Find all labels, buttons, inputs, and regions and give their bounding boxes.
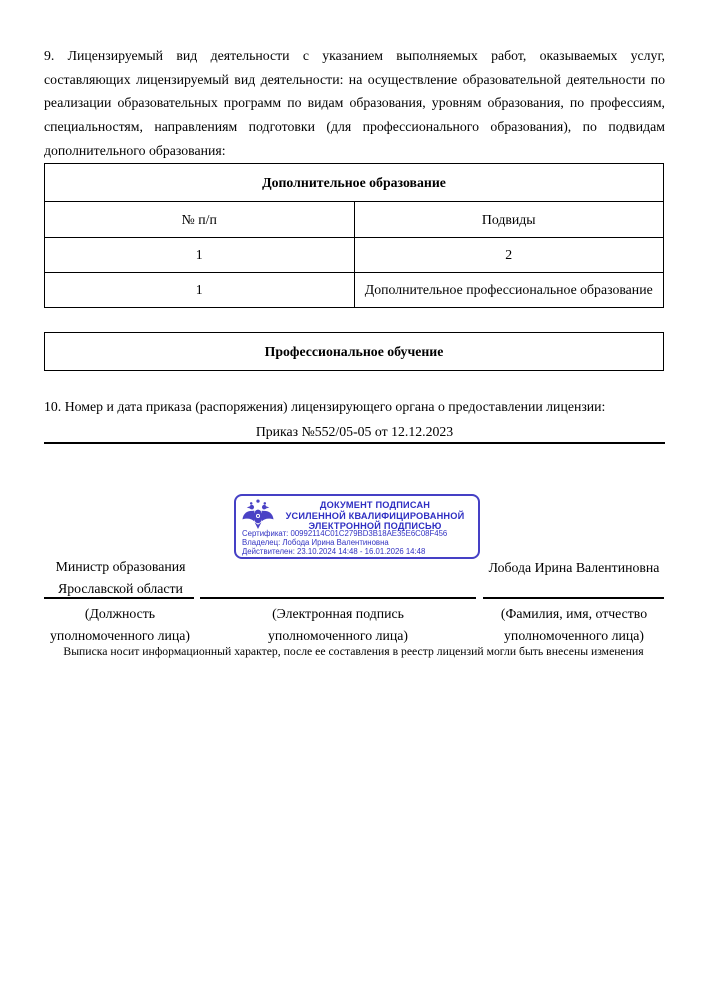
signer-position-line: Ярославской области <box>58 581 183 596</box>
paragraph-9: 9. Лицензируемый вид деятельности с указанием выполняемых работ, оказываемых услуг, составляющих лицензируемый вид деятельности: на осуществление образовательной деятельности по реализации образовательных программ по видам образования, уровням образования, по профессиям, специальностям, направлениям подготовки (для профессионального образования), по подвидам дополнительного образования: <box>44 48 665 158</box>
table-cell-num: 1 <box>45 238 355 273</box>
column-header-subtypes: Подвиды <box>354 202 664 238</box>
table-cell-subtype: 2 <box>354 238 664 273</box>
owner-line: Владелец: Лобода Ирина Валентиновна <box>242 537 389 547</box>
table-row <box>45 164 664 202</box>
signature-line-name <box>483 597 664 599</box>
stamp-details <box>236 530 478 557</box>
education-table <box>44 163 664 308</box>
signer-name: Лобода Ирина Валентиновна <box>488 560 660 575</box>
caption-esign: (Электронная подпись уполномоченного лица) <box>268 606 408 643</box>
validity-line: Действителен: 23.10.2024 14:48 - 16.01.2026 14:48 <box>242 546 426 556</box>
caption-position: (Должность уполномоченного лица) <box>50 606 190 643</box>
signer-position <box>44 556 197 600</box>
certificate-line: Сертификат: 00992114C01C279BD3B18AE35E6C08F456 <box>242 528 448 538</box>
table-row <box>45 273 664 308</box>
signature-line-position <box>44 597 194 599</box>
column-header-num: № п/п <box>45 202 355 238</box>
digital-signature-stamp <box>234 494 480 559</box>
paragraph-10: 10. Номер и дата приказа (распоряжения) лицензирующего органа о предоставлении лицензии: <box>44 399 606 414</box>
stamp-header <box>236 496 478 532</box>
education-table-title: Дополнительное образование <box>45 164 664 202</box>
caption-name: (Фамилия, имя, отчество уполномоченного лица) <box>500 606 648 643</box>
table-cell-subtype: Дополнительное профессиональное образование <box>354 273 664 308</box>
order-reference: Приказ №552/05-05 от 12.12.2023 <box>255 424 454 439</box>
footer-note: Выписка носит информационный характер, после ее составления в реестр лицензий могли быть внесены изменения <box>63 645 644 658</box>
professional-training-label: Профессиональное обучение <box>264 343 444 359</box>
table-row <box>45 238 664 273</box>
stamp-title-line: ДОКУМЕНТ ПОДПИСАН <box>319 500 431 510</box>
table-cell-num: 1 <box>45 273 355 308</box>
stamp-title <box>276 496 478 532</box>
stamp-title-line: УСИЛЕННОЙ КВАЛИФИЦИРОВАННОЙ <box>285 510 465 521</box>
table-row <box>45 202 664 238</box>
signature-line-esign <box>200 597 476 599</box>
order-divider <box>44 442 665 444</box>
signer-position-line: Министр образования <box>55 559 186 574</box>
professional-training-box <box>44 332 664 371</box>
stamp-title-line: ЭЛЕКТРОННОЙ ПОДПИСЬЮ <box>308 521 442 532</box>
russian-coat-of-arms-icon <box>240 498 276 531</box>
